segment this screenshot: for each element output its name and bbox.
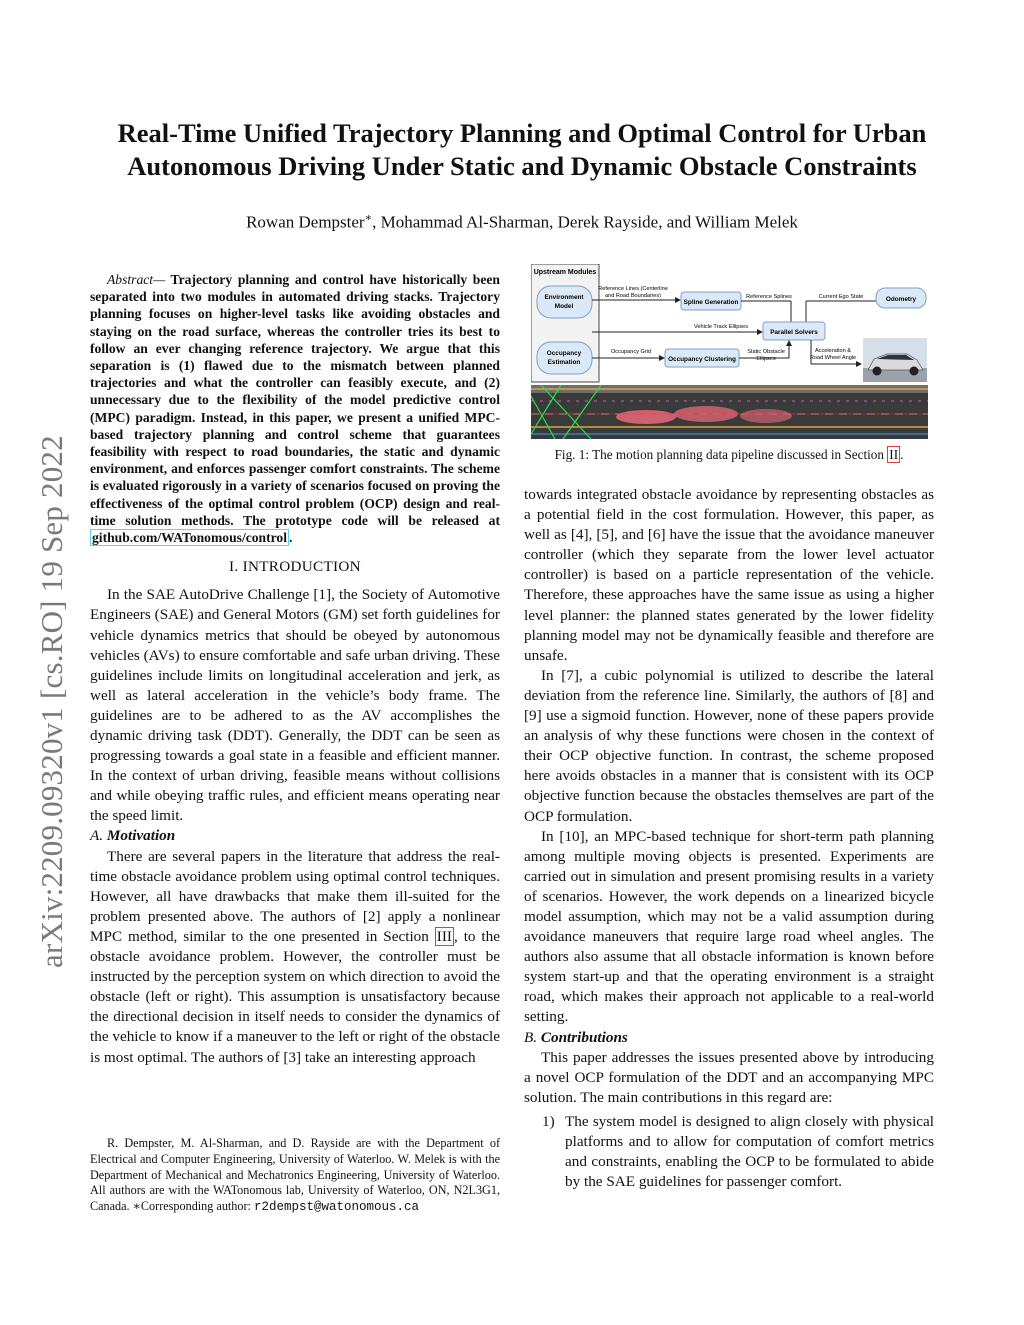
occupancy-grid-label: Occupancy Grid (610, 349, 652, 355)
figure-caption-text: Fig. 1: The motion planning data pipeline discussed in Section (554, 447, 888, 462)
acceleration-label-1: Acceleration & (814, 348, 852, 354)
occupancy-estimation-label-2: Estimation (547, 359, 581, 366)
reference-lines-label-1: Reference Lines (Centerline (598, 286, 668, 292)
odometry-label: Odometry (885, 296, 917, 303)
related-work-paragraph-3: In [10], an MPC-based technique for short-term path planning among multiple moving objects is presented. Experiments are carried out in simulation and present promising results in a variety of scenarios. However, the work depends on a linearized bicycle model assumption, which may not be a valid assumption during avoidance maneuvers that require large road wheel angles. The authors also assume that all obstacle information is known before system start-up and that the operating environment is a straight road, which makes their approach not applicable to a real-world setting. (524, 827, 934, 1026)
motivation-text-1: There are several papers in the literature that address the real-time obstacle avoidance problem using optimal control techniques. However, all have drawbacks that make them ill-suited for the problem presented above. The authors of [2] apply a nonlinear MPC method, similar to the one presented in Section (90, 847, 500, 945)
static-obstacle-label-2: Ellipses (756, 356, 776, 362)
related-work-paragraph-2: In [7], a cubic polynomial is utilized to describe the lateral deviation from the reference line. Similarly, the authors of [8] and [9] use a sigmoid function. However, none of these papers provide an analysis of why these functions were chosen in the context of their OCP objective function. In contrast, the scheme proposed here avoids obstacles in a manner that is consistent with its OCP objective function because the obstacles themselves are part of the OCP formulation. (524, 666, 934, 825)
subsection-heading-contributions (524, 1028, 934, 1048)
environment-model-node (537, 286, 592, 318)
environment-model-label-1: Environment (544, 294, 584, 301)
corresponding-email: r2dempst@watonomous.ca (253, 1200, 420, 1215)
subsection-label: A. (90, 827, 104, 845)
abstract (90, 271, 500, 546)
motivation-text-2: , to the obstacle avoidance problem. However, the controller must be instructed by the perception system on which direction to avoid the obstacle (left or right). This assumption is unsatisfactory because the directional decision in itself needs to consider the dynamics of the vehicle to know if a maneuver to the left or right of the obstacle is most optimal. The authors of [3] take an interesting approach (90, 927, 500, 1066)
abstract-lead: Abstract— (107, 272, 166, 287)
code-repository-link[interactable]: github.com/WATonomous/control (92, 530, 288, 546)
reference-splines-label: Reference Splines (746, 294, 792, 300)
subsection-heading-motivation (90, 826, 500, 846)
subsection-label: B. (524, 1028, 538, 1046)
list-item-number: 1) (542, 1112, 555, 1130)
simulation-road-view (531, 385, 928, 439)
section-heading-introduction: I. INTRODUCTION (229, 558, 361, 576)
vehicle-track-ellipses-label: Vehicle Track Ellipses (693, 324, 749, 330)
abstract-end: . (289, 530, 293, 546)
author-list (60, 211, 984, 233)
current-ego-state-label: Current Ego State (818, 294, 864, 300)
left-column (90, 271, 500, 1068)
paper-title (60, 117, 984, 183)
figure-caption (524, 447, 934, 463)
vehicle-photo (863, 338, 927, 382)
acceleration-label-2: Road Wheel Angle (809, 355, 857, 361)
static-obstacle-label-1: Static Obstacle (747, 349, 785, 355)
occupancy-clustering-label: Occupancy Clustering (668, 356, 736, 363)
first-author: Rowan Dempster (246, 212, 365, 232)
arxiv-identifier: arXiv:2209.09320v1 [cs.RO] 19 Sep 2022 (34, 435, 69, 968)
contributions-paragraph: This paper addresses the issues presented above by introducing a novel OCP formulation of the DDT and an accompanying MPC solution. The main contributions in this regard are: (524, 1048, 934, 1106)
spline-generation-label: Spline Generation (683, 299, 739, 306)
affiliation-footnote: R. Dempster, M. Al-Sharman, and D. Rayside are with the Department of Electrical and Computer Engineering, University of Waterloo. W. Melek is with the Department of Mechanical and Mechatronics Engineering, University of Waterloo. All authors are with the WATonomous lab, University of Waterloo, ON, N2L3G1, Canada. ∗Corresponding author: (90, 1136, 500, 1214)
title-line-1: Real-Time Unified Trajectory Planning and Optimal Control for Urban (117, 118, 927, 148)
reference-lines-label-2: and Road Boundaries) (605, 293, 661, 299)
related-work-paragraph-1: towards integrated obstacle avoidance by representing obstacles as a potential field in the cost formulation. However, this paper, as well as [4], [5], and [6] have the issue that the avoidance maneuver controller (which they separate from the lower level actuator controller) is based on a particle representation of the vehicle. Therefore, these approaches have the same issue as using a higher level planner: the planned states generated by the lower fidelity planning model may not be dynamically feasible and therefore are unsafe. (524, 486, 934, 664)
title-line-2: Autonomous Driving Under Static and Dynamic Obstacle Constraints (127, 151, 917, 181)
section-reference-link[interactable]: III (436, 927, 452, 945)
abstract-text: Trajectory planning and control have historically been separated into two modules in automated driving stacks. Trajectory planning focuses on higher-level tasks like avoiding obstacles and staying on the road surface, whereas the controller tries its best to follow an ever changing reference trajectory. We argue that this separation is (1) flawed due to the mismatch between planned trajectories and what the controller can feasibly execute, and (2) unnecessary due to the flexibility of the model predictive control (MPC) paradigm. Instead, in this paper, we present a unified MPC-based trajectory planning and control scheme that guarantees feasibility with respect to road boundaries, the static and dynamic environment, and enforces passenger comfort constraints. The scheme is evaluated rigorously in a variety of scenarios focused on proving the effectiveness of the optimal control problem (OCP) design and real-time solution methods. The prototype code will be released at (90, 272, 500, 528)
subsection-title: Contributions (540, 1028, 628, 1046)
figure-caption-section-link[interactable]: II (889, 447, 899, 462)
pipeline-figure (531, 264, 928, 439)
occupancy-estimation-label-1: Occupancy (546, 350, 582, 357)
list-item (524, 1112, 934, 1192)
corresponding-author-mark: ∗ (364, 212, 373, 224)
motivation-paragraph (90, 847, 500, 1068)
upstream-modules-label: Upstream Modules (533, 269, 597, 276)
footnote (90, 1136, 500, 1216)
parallel-solvers-label: Parallel Solvers (770, 329, 818, 336)
other-authors: , Mohammad Al-Sharman, Derek Rayside, and William Melek (372, 212, 798, 232)
contributions-list (524, 1112, 934, 1192)
environment-model-label-2: Model (554, 303, 574, 310)
subsection-title: Motivation (106, 827, 176, 845)
figure-caption-end: . (900, 447, 904, 462)
list-item-text: The system model is designed to align closely with physical platforms and to allow for computation of comfort metrics and constraints, enabling the OCP to be formulated to abide by the SAE guidelines for passenger comfort. (565, 1112, 934, 1191)
intro-paragraph: In the SAE AutoDrive Challenge [1], the Society of Automotive Engineers (SAE) and General Motors (GM) set forth guidelines for vehicle dynamics metrics that should be obeyed by autonomous vehicles (AVs) to ensure comfortable and safe urban driving. These guidelines include limits on longitudinal acceleration and jerk, as well as lateral acceleration in the vehicle’s body frame. The guidelines are to be adhered to as the AV accomplishes the dynamic driving task (DDT). Generally, the DDT can be seen as progressing towards a goal state in a feasible and efficient manner. In the context of urban driving, feasible means without collisions and while obeying traffic rules, and efficient means operating near the speed limit. (90, 586, 500, 825)
occupancy-estimation-node (537, 342, 592, 374)
right-column (524, 485, 934, 1192)
